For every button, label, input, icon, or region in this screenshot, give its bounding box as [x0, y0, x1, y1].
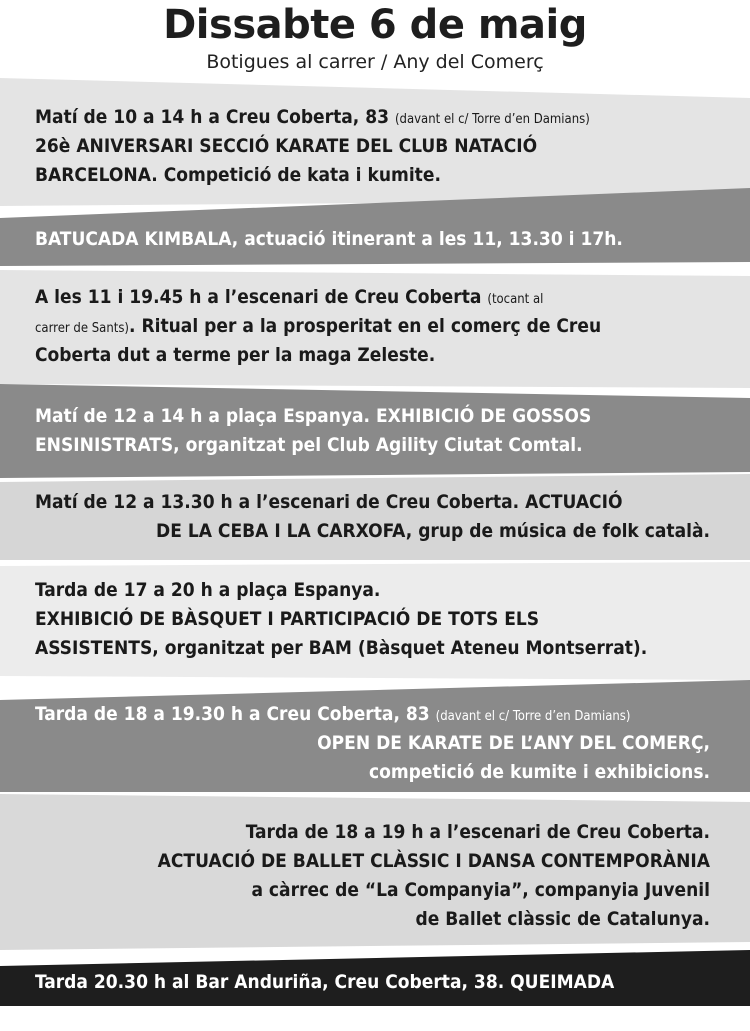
page-title: Dissabte 6 de maig	[163, 2, 587, 48]
event-line: BARCELONA. Competició de kata i kumite.	[35, 164, 441, 186]
event-line: ACTUACIÓ DE BALLET CLÀSSIC I DANSA CONTEMPORÀNIA	[157, 850, 710, 872]
event-line: Matí de 12 a 14 h a plaça Espanya. EXHIBICIÓ DE GOSSOS	[35, 405, 592, 427]
event-line: Tarda de 18 a 19 h a l’escenari de Creu Coberta.	[245, 821, 710, 843]
event-line: Coberta dut a terme per la maga Zeleste.	[35, 344, 436, 366]
event-line: EXHIBICIÓ DE BÀSQUET I PARTICIPACIÓ DE TOTS ELS	[35, 608, 540, 630]
event-line: Matí de 10 a 14 h a Creu Coberta, 83 (davant el c/ Torre d’en Damians)	[35, 106, 590, 128]
event-line: Matí de 12 a 13.30 h a l’escenari de Creu Coberta. ACTUACIÓ	[35, 491, 623, 513]
event-line: ASSISTENTS, organitzat per BAM (Bàsquet Ateneu Montserrat).	[35, 637, 648, 659]
event-batucada	[0, 225, 750, 254]
event-line: Tarda de 17 a 20 h a plaça Espanya.	[35, 579, 381, 601]
event-karate-anniversary	[0, 103, 750, 190]
page-subtitle: Botigues al carrer / Any del Comerç	[206, 51, 544, 73]
event-line: Tarda de 18 a 19.30 h a Creu Coberta, 83 (davant el c/ Torre d’en Damians)	[35, 703, 631, 725]
event-line: carrer de Sants). Ritual per a la prosperitat en el comerç de Creu	[35, 315, 602, 337]
event-gossos	[0, 402, 750, 460]
event-basquet	[0, 576, 750, 663]
event-line: OPEN DE KARATE DE L’ANY DEL COMERÇ,	[317, 732, 710, 754]
event-line: DE LA CEBA I LA CARXOFA, grup de música de folk català.	[156, 520, 710, 542]
event-line: 26è ANIVERSARI SECCIÓ KARATE DEL CLUB NATACIÓ	[35, 135, 538, 157]
event-line: A les 11 i 19.45 h a l’escenari de Creu Coberta (tocant al	[35, 286, 544, 308]
event-line: Tarda 20.30 h al Bar Anduriña, Creu Coberta, 38. QUEIMADA	[35, 971, 615, 993]
event-line: de Ballet clàssic de Catalunya.	[415, 908, 710, 930]
event-line: ENSINISTRATS, organitzat pel Club Agility Ciutat Comtal.	[35, 434, 583, 456]
event-ceba-carxofa	[0, 488, 750, 546]
event-queimada	[0, 968, 750, 997]
event-line: BATUCADA KIMBALA, actuació itinerant a les 11, 13.30 i 17h.	[35, 228, 623, 250]
event-line: a càrrec de “La Companyia”, companyia Juvenil	[251, 879, 710, 901]
event-open-karate	[0, 700, 750, 787]
event-line: competició de kumite i exhibicions.	[368, 761, 710, 783]
event-ritual	[0, 283, 750, 370]
event-ballet	[0, 818, 750, 934]
